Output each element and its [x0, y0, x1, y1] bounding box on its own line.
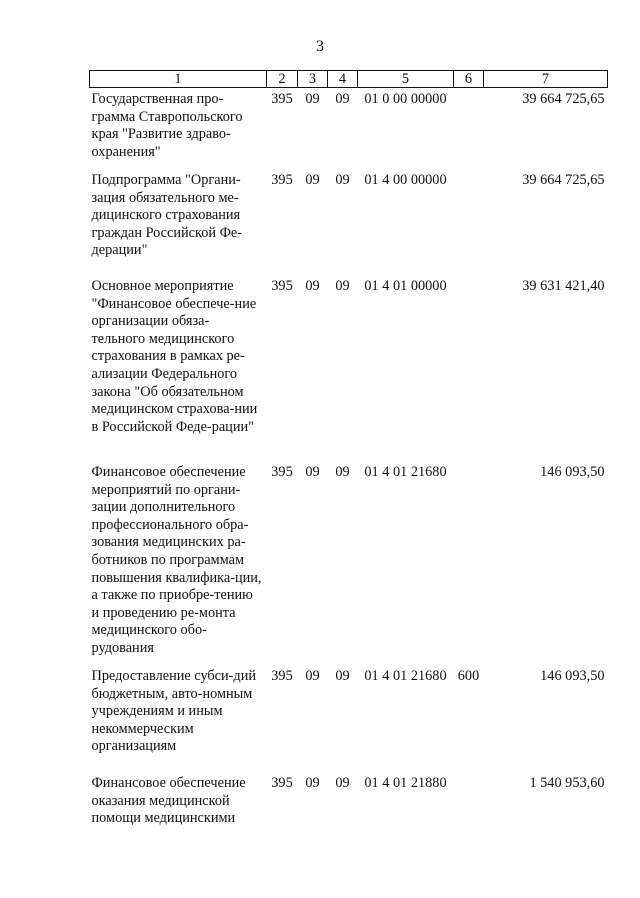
row-code-2: 395: [271, 91, 293, 107]
header-col-1: 1: [90, 71, 267, 88]
header-col-5: 5: [358, 71, 454, 88]
header-col-3: 3: [298, 71, 328, 88]
row-amount: 39 631 421,40: [522, 278, 605, 294]
table-row: [90, 88, 608, 173]
row-code-3: 09: [305, 172, 320, 188]
row-code-2: 395: [271, 172, 293, 188]
row-name: Государственная про-грамма Ставропольского края "Развитие здраво-охранения": [91, 91, 243, 160]
row-code-5: 01 4 00 00000: [364, 172, 447, 188]
header-col-2: 2: [267, 71, 298, 88]
table-body: [90, 88, 608, 846]
row-name: Финансовое обеспечение оказания медицинской помощи медицинскими: [91, 775, 246, 827]
row-code-3: 09: [305, 668, 320, 684]
row-amount: 146 093,50: [540, 668, 605, 684]
row-code-5: 01 4 01 21680: [364, 668, 447, 684]
row-name: Основное мероприятие "Финансовое обеспече-ние организации обяза-тельного медицинского страхования в рамках ре-ализации Федерального закона "Об обязательном медицинском страхова-нии в Российской Феде-рации": [91, 278, 258, 435]
row-code-6: 600: [457, 668, 480, 684]
row-code-4: 09: [335, 278, 350, 294]
row-code-2: 395: [271, 668, 293, 684]
row-name: Подпрограмма "Органи-зация обязательного ме-дицинского страхования граждан Российской Фе-дерации": [91, 172, 243, 259]
row-amount: 39 664 725,65: [522, 91, 605, 107]
table-row: [90, 668, 608, 775]
row-code-3: 09: [305, 91, 320, 107]
row-code-2: 395: [271, 464, 293, 480]
row-amount: 146 093,50: [540, 464, 605, 480]
table-row: [90, 775, 608, 845]
row-name: Финансовое обеспечение мероприятий по органи-зации дополнительного профессионального обра-зования медицинских ра-ботников по программам повышения квалифика-ции, а также по приобре-тению и проведению ре-монта медицинского обо-рудования: [91, 464, 262, 656]
row-code-6: [454, 278, 484, 464]
row-code-4: 09: [335, 91, 350, 107]
table-row: [90, 464, 608, 668]
row-amount: 1 540 953,60: [529, 775, 605, 791]
row-code-5: 01 4 01 21880: [364, 775, 447, 791]
row-code-6: [454, 88, 484, 173]
row-code-6: [454, 464, 484, 668]
header-col-6: 6: [454, 71, 484, 88]
row-name: Предоставление субси-дий бюджетным, авто-номным учреждениям и иным некоммерческим организациям: [91, 668, 257, 755]
row-code-5: 01 4 01 21680: [364, 464, 447, 480]
row-code-2: 395: [271, 775, 293, 791]
row-code-3: 09: [305, 464, 320, 480]
row-code-5: 01 4 01 00000: [364, 278, 447, 294]
page-number: 3: [316, 38, 324, 55]
row-code-2: 395: [271, 278, 293, 294]
row-code-4: 09: [335, 172, 350, 188]
row-code-6: [454, 775, 484, 845]
row-amount: 39 664 725,65: [522, 172, 605, 188]
row-code-3: 09: [305, 775, 320, 791]
row-code-4: 09: [335, 775, 350, 791]
row-code-6: [454, 172, 484, 278]
row-code-4: 09: [335, 464, 350, 480]
row-code-4: 09: [335, 668, 350, 684]
table-row: [90, 172, 608, 278]
header-row: [90, 71, 608, 88]
table-header: [90, 71, 608, 88]
header-col-7: 7: [484, 71, 608, 88]
row-code-5: 01 0 00 00000: [364, 91, 447, 107]
header-col-4: 4: [328, 71, 358, 88]
row-code-3: 09: [305, 278, 320, 294]
table-row: [90, 278, 608, 464]
budget-table: [89, 70, 608, 845]
